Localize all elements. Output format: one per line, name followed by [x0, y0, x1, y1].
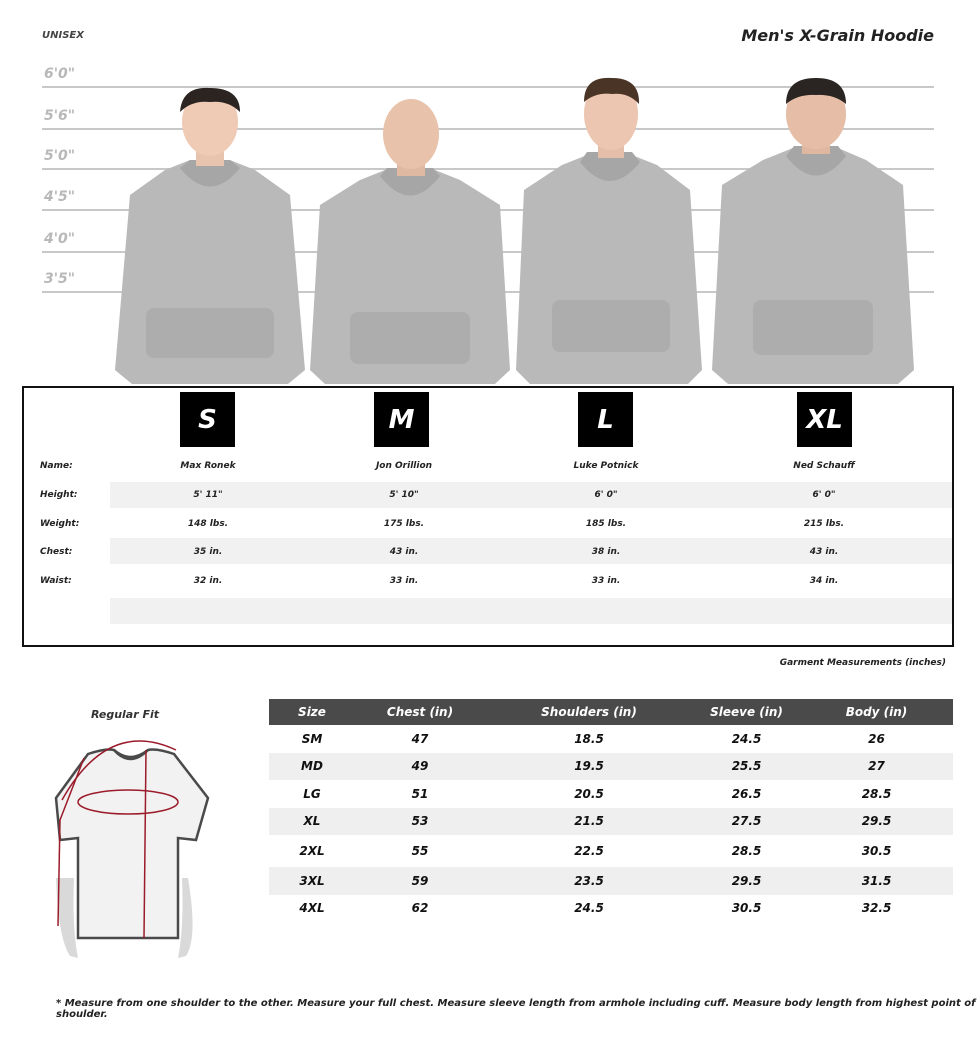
cell-sleeve: 29.5	[731, 873, 762, 888]
model-name: Ned Schauff	[793, 461, 855, 471]
model-chest: 43 in.	[389, 547, 419, 557]
model-name: Luke Potnick	[573, 461, 639, 471]
cell-body: 32.5	[861, 901, 892, 916]
header-chest: Chest (in)	[386, 705, 454, 719]
model-waist: 34 in.	[809, 576, 839, 586]
cell-size: LG	[303, 786, 321, 801]
model-name: Max Ronek	[180, 461, 236, 471]
cell-sleeve: 26.5	[731, 786, 762, 801]
model-height: 5' 10"	[389, 490, 419, 500]
cell-sleeve: 27.5	[731, 814, 762, 829]
cell-size: 2XL	[299, 844, 325, 858]
model-weight: 175 lbs.	[383, 519, 425, 529]
row-label-waist: Waist:	[40, 576, 72, 586]
model-name: Jon Orillion	[375, 461, 433, 471]
size-badge-m: M	[374, 392, 429, 447]
size-badge-l: L	[578, 392, 633, 447]
table-row	[269, 867, 953, 895]
garment-caption: Garment Measurements (inches)	[779, 658, 946, 668]
model-waist: 33 in.	[389, 576, 419, 586]
cell-size: XL	[303, 814, 321, 829]
model-height: 5' 11"	[193, 490, 223, 500]
category-label: UNISEX	[42, 30, 84, 41]
cell-shoulders: 21.5	[574, 814, 604, 829]
cell-shoulders: 23.5	[574, 873, 604, 888]
cell-sleeve: 30.5	[731, 901, 762, 916]
model-chest: 43 in.	[809, 547, 839, 557]
row-label-name: Name:	[40, 461, 73, 471]
table-row	[269, 780, 953, 808]
row-stripe	[110, 598, 952, 624]
model-photo-m	[305, 0, 515, 386]
model-chest: 38 in.	[591, 547, 621, 557]
model-weight: 215 lbs.	[803, 519, 845, 529]
model-weight: 148 lbs.	[187, 519, 229, 529]
size-badge-xl: XL	[797, 392, 852, 447]
model-waist: 32 in.	[193, 576, 223, 586]
cell-body: 30.5	[861, 844, 892, 858]
tshirt-diagram	[48, 728, 218, 972]
height-label: 4'0"	[44, 231, 76, 247]
cell-body: 28.5	[861, 786, 892, 801]
cell-shoulders: 24.5	[574, 901, 604, 916]
cell-chest: 62	[411, 901, 429, 916]
height-label: 6'0"	[44, 66, 76, 82]
height-label: 4'5"	[44, 189, 76, 205]
cell-chest: 53	[411, 814, 429, 829]
cell-chest: 51	[411, 786, 429, 801]
model-photo-l	[512, 0, 707, 386]
cell-body: 31.5	[861, 873, 892, 888]
model-chest: 35 in.	[193, 547, 223, 557]
row-label-weight: Weight:	[40, 519, 80, 529]
cell-size: 4XL	[299, 901, 325, 916]
cell-body: 29.5	[861, 814, 892, 829]
cell-sleeve: 25.5	[731, 759, 762, 774]
model-height: 6' 0"	[812, 490, 836, 500]
cell-sleeve: 24.5	[731, 731, 762, 746]
garment-measurements-table	[269, 699, 953, 922]
cell-body: 26	[868, 731, 885, 746]
cell-sleeve: 28.5	[731, 844, 762, 858]
height-label: 3'5"	[44, 271, 76, 287]
row-label-chest: Chest:	[40, 547, 73, 557]
table-row	[269, 808, 953, 836]
cell-size: SM	[301, 731, 323, 746]
model-photo-xl	[708, 0, 918, 386]
fit-label: Regular Fit	[90, 708, 160, 721]
cell-chest: 47	[411, 731, 429, 746]
header-body: Body (in)	[845, 705, 908, 719]
height-label: 5'6"	[44, 108, 76, 124]
table-row	[269, 835, 953, 867]
cell-shoulders: 18.5	[574, 731, 604, 746]
header-sleeve: Sleeve (in)	[710, 705, 783, 719]
model-weight: 185 lbs.	[585, 519, 627, 529]
cell-size: 3XL	[299, 873, 325, 888]
table-row	[269, 725, 953, 753]
table-row	[269, 753, 953, 781]
header-size: Size	[298, 705, 326, 719]
model-stats-panel	[22, 386, 954, 647]
model-waist: 33 in.	[591, 576, 621, 586]
cell-chest: 49	[411, 759, 429, 774]
height-label: 5'0"	[44, 148, 76, 164]
table-row	[269, 895, 953, 923]
row-label-height: Height:	[40, 490, 78, 500]
cell-chest: 55	[411, 844, 429, 858]
header-shoulders: Shoulders (in)	[541, 705, 637, 719]
cell-chest: 59	[411, 873, 429, 888]
measurement-footnote: * Measure from one shoulder to the other. Measure your full chest. Measure sleeve length from armhole including cuff. Measure body length from highest point of shoulder.	[56, 998, 976, 1020]
cell-shoulders: 20.5	[574, 786, 604, 801]
product-title: Men's X-Grain Hoodie	[741, 26, 934, 45]
cell-shoulders: 19.5	[574, 759, 604, 774]
size-badge-s: S	[180, 392, 235, 447]
table-header	[269, 699, 953, 725]
cell-shoulders: 22.5	[574, 844, 604, 858]
model-photo-s	[110, 0, 310, 386]
model-height: 6' 0"	[594, 490, 618, 500]
cell-size: MD	[301, 759, 323, 774]
cell-body: 27	[868, 759, 885, 774]
